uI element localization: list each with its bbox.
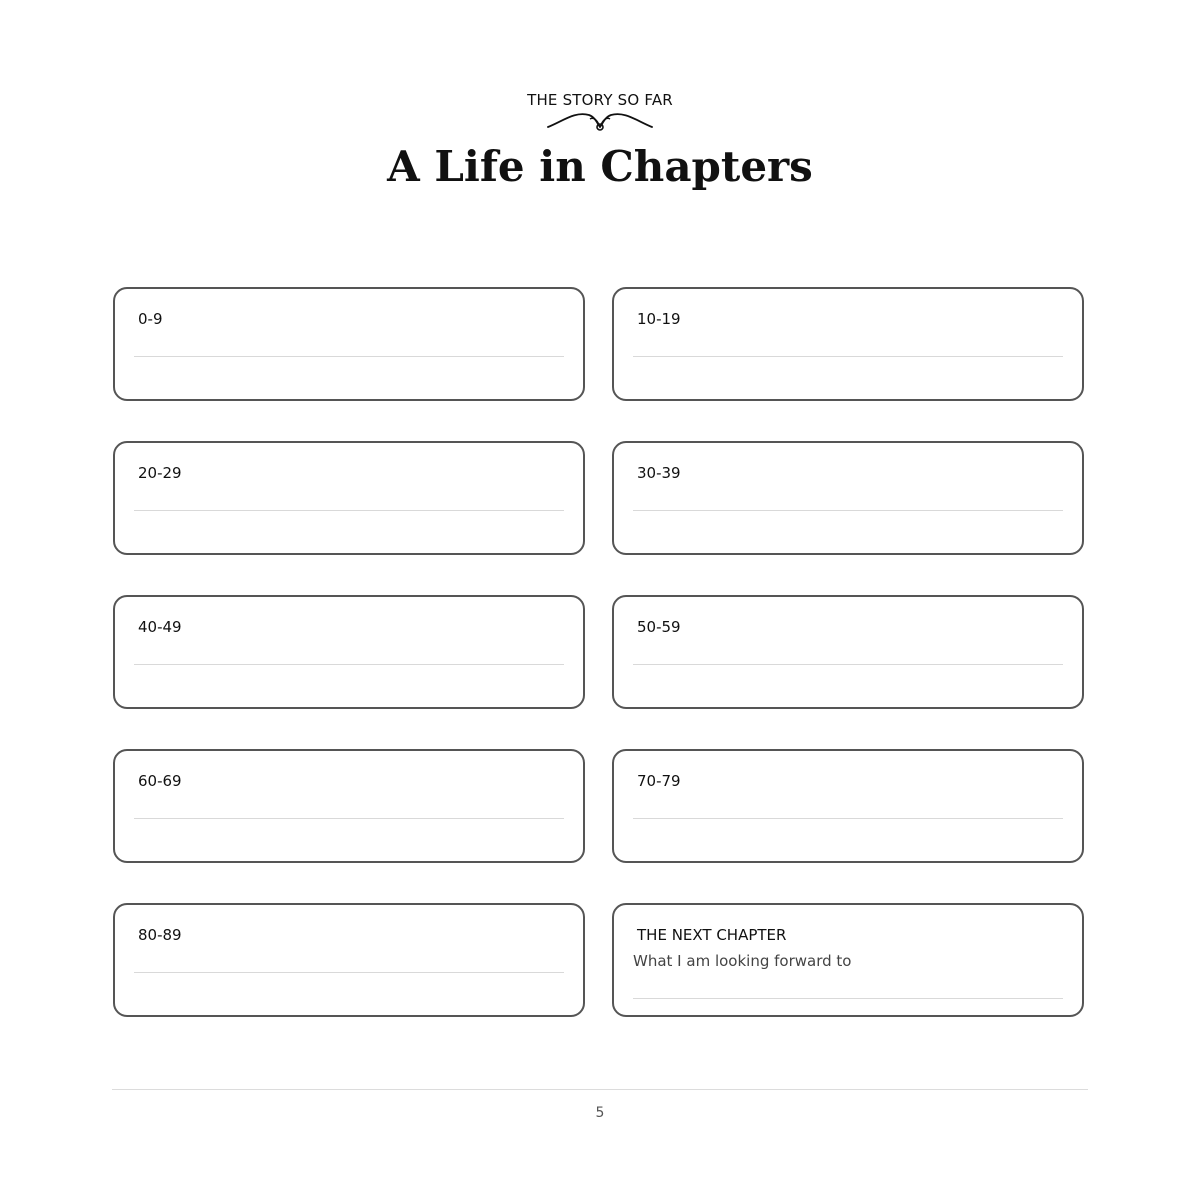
writing-line[interactable] <box>134 356 564 357</box>
chapter-card-20-29 <box>113 441 585 555</box>
chapter-card-70-79 <box>612 749 1084 863</box>
next-chapter-label: THE NEXT CHAPTER <box>637 926 787 944</box>
writing-line[interactable] <box>633 356 1063 357</box>
chapter-card-80-89 <box>113 903 585 1017</box>
chapter-card-60-69 <box>113 749 585 863</box>
chapter-label: 20-29 <box>138 464 182 482</box>
chapter-label: 40-49 <box>138 618 182 636</box>
chapter-label: 50-59 <box>637 618 681 636</box>
footer-divider <box>112 1089 1088 1090</box>
writing-line[interactable] <box>134 664 564 665</box>
chapter-label: 10-19 <box>637 310 681 328</box>
eyebrow-heading: THE STORY SO FAR <box>527 91 673 109</box>
chapter-label: 70-79 <box>637 772 681 790</box>
next-chapter-subtitle: What I am looking forward to <box>633 952 852 970</box>
page-title: A Life in Chapters <box>387 142 813 191</box>
writing-line[interactable] <box>134 510 564 511</box>
writing-line[interactable] <box>633 664 1063 665</box>
page-number: 5 <box>595 1105 605 1121</box>
chapter-card-10-19 <box>612 287 1084 401</box>
writing-line[interactable] <box>633 818 1063 819</box>
chapter-label: 0-9 <box>138 310 163 328</box>
writing-line[interactable] <box>633 510 1063 511</box>
chapter-label: 60-69 <box>138 772 182 790</box>
writing-line[interactable] <box>633 998 1063 999</box>
swirl-ornament-icon <box>545 107 655 133</box>
writing-line[interactable] <box>134 972 564 973</box>
chapter-card-30-39 <box>612 441 1084 555</box>
chapter-card-0-9 <box>113 287 585 401</box>
writing-line[interactable] <box>134 818 564 819</box>
chapter-card-50-59 <box>612 595 1084 709</box>
chapter-label: 80-89 <box>138 926 182 944</box>
chapter-card-40-49 <box>113 595 585 709</box>
chapter-label: 30-39 <box>637 464 681 482</box>
next-chapter-card <box>612 903 1084 1017</box>
